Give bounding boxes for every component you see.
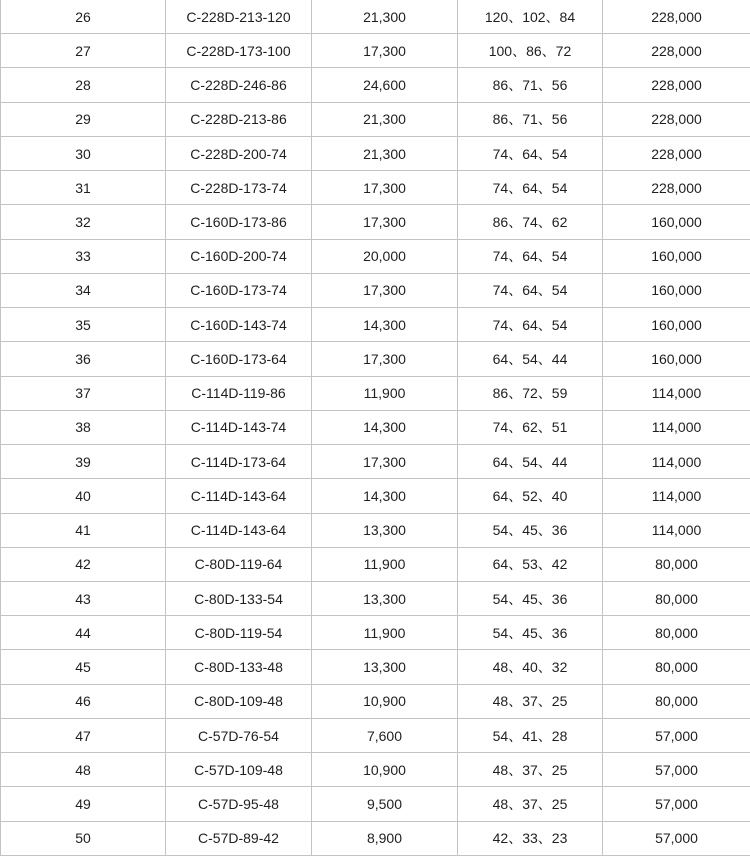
cell-total-value: 114,000 <box>603 410 750 444</box>
cell-size-list: 64、54、44 <box>458 445 603 479</box>
cell-capacity: 10,900 <box>312 753 458 787</box>
table-row <box>1 753 750 787</box>
cell-row-number: 39 <box>1 445 166 479</box>
cell-total-value: 57,000 <box>603 787 750 821</box>
cell-size-list: 42、33、23 <box>458 821 603 855</box>
cell-row-number: 38 <box>1 410 166 444</box>
cell-row-number: 49 <box>1 787 166 821</box>
cell-model-code: C-160D-143-74 <box>166 308 312 342</box>
cell-model-code: C-228D-200-74 <box>166 136 312 170</box>
cell-row-number: 46 <box>1 684 166 718</box>
table-row <box>1 787 750 821</box>
cell-total-value: 160,000 <box>603 342 750 376</box>
cell-row-number: 42 <box>1 547 166 581</box>
cell-capacity: 21,300 <box>312 136 458 170</box>
cell-model-code: C-57D-89-42 <box>166 821 312 855</box>
cell-capacity: 17,300 <box>312 342 458 376</box>
table-row <box>1 650 750 684</box>
cell-capacity: 10,900 <box>312 684 458 718</box>
cell-capacity: 14,300 <box>312 479 458 513</box>
cell-model-code: C-228D-246-86 <box>166 68 312 102</box>
cell-capacity: 14,300 <box>312 308 458 342</box>
cell-model-code: C-80D-109-48 <box>166 684 312 718</box>
cell-model-code: C-114D-119-86 <box>166 376 312 410</box>
cell-total-value: 228,000 <box>603 136 750 170</box>
cell-size-list: 74、64、54 <box>458 273 603 307</box>
cell-row-number: 47 <box>1 718 166 752</box>
cell-total-value: 228,000 <box>603 171 750 205</box>
cell-size-list: 64、52、40 <box>458 479 603 513</box>
cell-total-value: 80,000 <box>603 581 750 615</box>
cell-model-code: C-80D-119-64 <box>166 547 312 581</box>
cell-capacity: 17,300 <box>312 171 458 205</box>
cell-size-list: 64、54、44 <box>458 342 603 376</box>
cell-model-code: C-114D-143-64 <box>166 513 312 547</box>
cell-row-number: 26 <box>1 0 166 34</box>
cell-size-list: 48、37、25 <box>458 787 603 821</box>
cell-total-value: 80,000 <box>603 616 750 650</box>
cell-capacity: 13,300 <box>312 513 458 547</box>
cell-model-code: C-160D-173-64 <box>166 342 312 376</box>
cell-capacity: 11,900 <box>312 547 458 581</box>
table-row <box>1 102 750 136</box>
cell-capacity: 20,000 <box>312 239 458 273</box>
table-row <box>1 410 750 444</box>
cell-size-list: 86、71、56 <box>458 102 603 136</box>
table-row <box>1 68 750 102</box>
cell-total-value: 80,000 <box>603 547 750 581</box>
cell-capacity: 21,300 <box>312 102 458 136</box>
cell-model-code: C-228D-213-86 <box>166 102 312 136</box>
cell-capacity: 24,600 <box>312 68 458 102</box>
cell-row-number: 45 <box>1 650 166 684</box>
cell-row-number: 40 <box>1 479 166 513</box>
cell-model-code: C-57D-109-48 <box>166 753 312 787</box>
cell-row-number: 43 <box>1 581 166 615</box>
cell-size-list: 74、64、54 <box>458 239 603 273</box>
cell-size-list: 48、37、25 <box>458 753 603 787</box>
cell-total-value: 80,000 <box>603 650 750 684</box>
cell-row-number: 37 <box>1 376 166 410</box>
cell-size-list: 86、74、62 <box>458 205 603 239</box>
cell-model-code: C-160D-173-74 <box>166 273 312 307</box>
cell-model-code: C-114D-143-64 <box>166 479 312 513</box>
spec-table-body <box>1 0 750 856</box>
cell-model-code: C-80D-133-48 <box>166 650 312 684</box>
cell-model-code: C-114D-143-74 <box>166 410 312 444</box>
cell-capacity: 21,300 <box>312 0 458 34</box>
cell-capacity: 8,900 <box>312 821 458 855</box>
table-row <box>1 718 750 752</box>
cell-capacity: 17,300 <box>312 205 458 239</box>
cell-row-number: 44 <box>1 616 166 650</box>
cell-size-list: 74、64、54 <box>458 171 603 205</box>
table-row <box>1 239 750 273</box>
table-row <box>1 308 750 342</box>
cell-row-number: 30 <box>1 136 166 170</box>
cell-total-value: 114,000 <box>603 376 750 410</box>
cell-model-code: C-57D-76-54 <box>166 718 312 752</box>
cell-model-code: C-114D-173-64 <box>166 445 312 479</box>
cell-row-number: 50 <box>1 821 166 855</box>
table-row <box>1 581 750 615</box>
cell-size-list: 74、64、54 <box>458 308 603 342</box>
cell-total-value: 114,000 <box>603 445 750 479</box>
cell-size-list: 86、71、56 <box>458 68 603 102</box>
cell-total-value: 57,000 <box>603 753 750 787</box>
table-row <box>1 342 750 376</box>
cell-model-code: C-57D-95-48 <box>166 787 312 821</box>
cell-size-list: 54、45、36 <box>458 616 603 650</box>
table-row <box>1 616 750 650</box>
cell-model-code: C-80D-119-54 <box>166 616 312 650</box>
cell-size-list: 86、72、59 <box>458 376 603 410</box>
table-row <box>1 513 750 547</box>
cell-total-value: 160,000 <box>603 239 750 273</box>
table-row <box>1 445 750 479</box>
table-row <box>1 273 750 307</box>
cell-size-list: 54、45、36 <box>458 513 603 547</box>
cell-row-number: 34 <box>1 273 166 307</box>
table-row <box>1 205 750 239</box>
cell-capacity: 9,500 <box>312 787 458 821</box>
table-row <box>1 136 750 170</box>
cell-size-list: 48、37、25 <box>458 684 603 718</box>
table-row <box>1 34 750 68</box>
cell-size-list: 74、62、51 <box>458 410 603 444</box>
cell-size-list: 64、53、42 <box>458 547 603 581</box>
table-row <box>1 684 750 718</box>
cell-size-list: 74、64、54 <box>458 136 603 170</box>
cell-capacity: 13,300 <box>312 581 458 615</box>
cell-capacity: 7,600 <box>312 718 458 752</box>
cell-size-list: 54、41、28 <box>458 718 603 752</box>
table-row <box>1 547 750 581</box>
cell-total-value: 160,000 <box>603 308 750 342</box>
cell-size-list: 100、86、72 <box>458 34 603 68</box>
cell-total-value: 114,000 <box>603 479 750 513</box>
cell-capacity: 14,300 <box>312 410 458 444</box>
cell-row-number: 33 <box>1 239 166 273</box>
cell-size-list: 48、40、32 <box>458 650 603 684</box>
cell-row-number: 48 <box>1 753 166 787</box>
cell-capacity: 11,900 <box>312 616 458 650</box>
cell-capacity: 17,300 <box>312 34 458 68</box>
cell-capacity: 11,900 <box>312 376 458 410</box>
cell-row-number: 35 <box>1 308 166 342</box>
cell-model-code: C-228D-173-74 <box>166 171 312 205</box>
cell-total-value: 228,000 <box>603 34 750 68</box>
cell-total-value: 57,000 <box>603 718 750 752</box>
cell-total-value: 114,000 <box>603 513 750 547</box>
cell-total-value: 228,000 <box>603 102 750 136</box>
cell-row-number: 41 <box>1 513 166 547</box>
table-row <box>1 171 750 205</box>
cell-model-code: C-228D-173-100 <box>166 34 312 68</box>
cell-model-code: C-228D-213-120 <box>166 0 312 34</box>
table-row <box>1 0 750 34</box>
cell-capacity: 17,300 <box>312 445 458 479</box>
cell-model-code: C-160D-200-74 <box>166 239 312 273</box>
cell-total-value: 57,000 <box>603 821 750 855</box>
cell-row-number: 36 <box>1 342 166 376</box>
cell-total-value: 228,000 <box>603 68 750 102</box>
cell-total-value: 160,000 <box>603 273 750 307</box>
cell-row-number: 29 <box>1 102 166 136</box>
cell-model-code: C-160D-173-86 <box>166 205 312 239</box>
cell-capacity: 17,300 <box>312 273 458 307</box>
cell-row-number: 28 <box>1 68 166 102</box>
cell-total-value: 228,000 <box>603 0 750 34</box>
table-row <box>1 376 750 410</box>
cell-total-value: 160,000 <box>603 205 750 239</box>
cell-total-value: 80,000 <box>603 684 750 718</box>
table-row <box>1 479 750 513</box>
cell-row-number: 32 <box>1 205 166 239</box>
cell-model-code: C-80D-133-54 <box>166 581 312 615</box>
cell-capacity: 13,300 <box>312 650 458 684</box>
table-row <box>1 821 750 855</box>
cell-row-number: 27 <box>1 34 166 68</box>
cell-size-list: 54、45、36 <box>458 581 603 615</box>
cell-row-number: 31 <box>1 171 166 205</box>
cell-size-list: 120、102、84 <box>458 0 603 34</box>
